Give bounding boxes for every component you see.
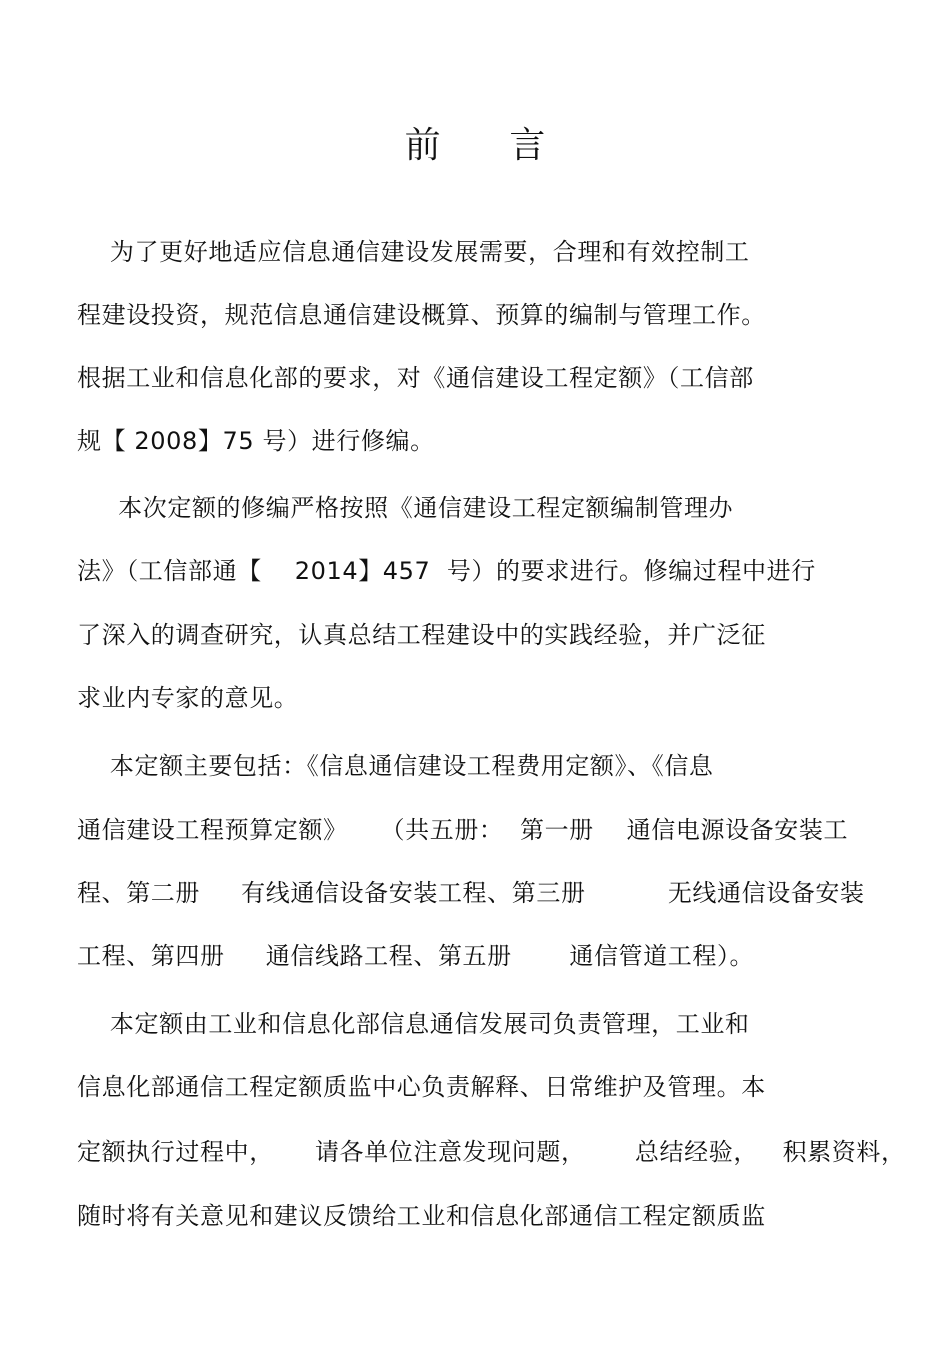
body-line: 本次定额的修编严格按照《通信建设工程定额编制管理办 (77, 494, 734, 522)
body-line: 求业内专家的意见。 (77, 684, 299, 712)
page-title: 前 言 (404, 125, 546, 166)
body-line: 本定额主要包括：《信息通信建设工程费用定额》、《信息 (77, 752, 714, 780)
body-line: 定额执行过程中， 请各单位注意发现问题， 总结经验， 积累资料， (77, 1138, 906, 1166)
body-line: 通信建设工程预算定额》 （共五册： 第一册 通信电源设备安装工 (77, 816, 849, 844)
body-line: 规【 2008】75 号）进行修编。 (77, 427, 435, 455)
body-line: 了深入的调查研究，认真总结工程建设中的实践经验，并广泛征 (77, 621, 766, 649)
body-line: 工程、第四册 通信线路工程、第五册 通信管道工程）。 (77, 942, 755, 970)
body-line: 为了更好地适应信息通信建设发展需要，合理和有效控制工 (77, 238, 750, 266)
body-line: 根据工业和信息化部的要求，对《通信建设工程定额》（工信部 (77, 364, 754, 392)
body-line: 随时将有关意见和建议反馈给工业和信息化部通信工程定额质监 (77, 1202, 766, 1230)
body-line: 程、第二册 有线通信设备安装工程、第三册 无线通信设备安装 (77, 879, 865, 907)
body-line: 本定额由工业和信息化部信息通信发展司负责管理，工业和 (77, 1010, 750, 1038)
body-line: 程建设投资，规范信息通信建设概算、预算的编制与管理工作。 (77, 301, 766, 329)
body-line: 法》（工信部通【 2014】457 号）的要求进行。修编过程中进行 (77, 557, 816, 585)
body-line: 信息化部通信工程定额质监中心负责解释、日常维护及管理。本 (77, 1073, 766, 1101)
